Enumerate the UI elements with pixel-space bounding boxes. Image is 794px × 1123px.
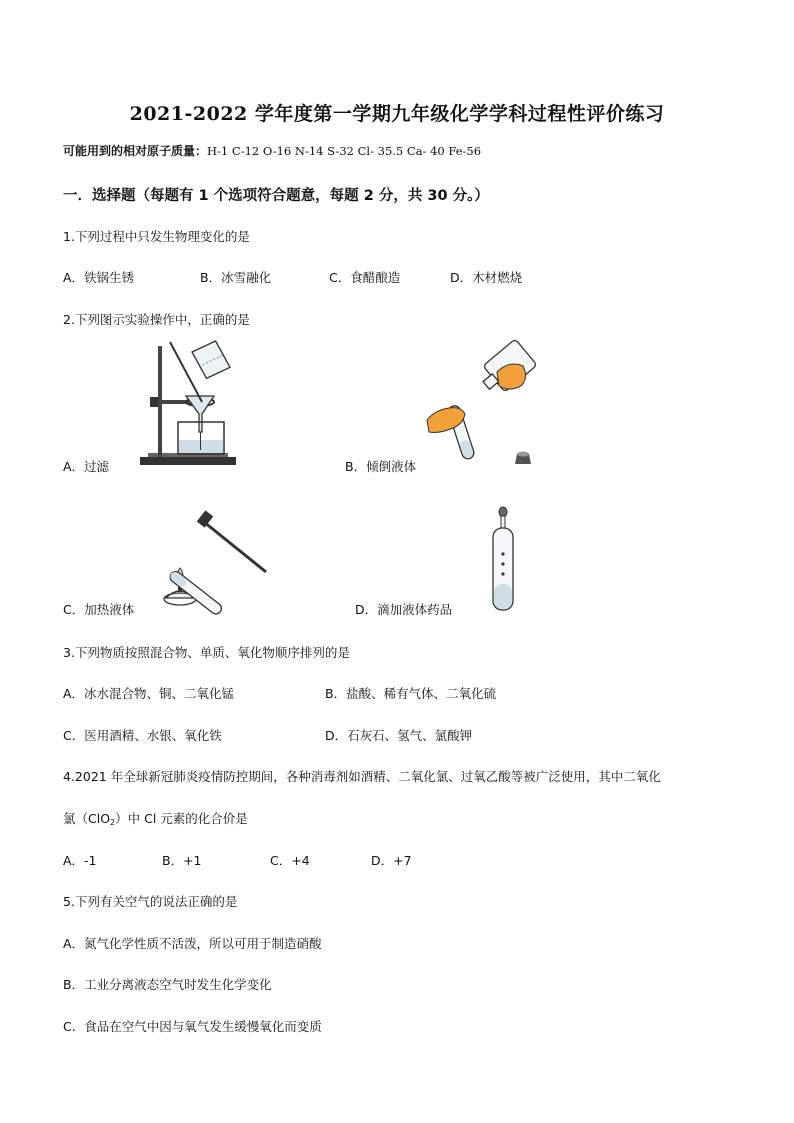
q3-option-c: C．医用酒精、水银、氧化铁 [63,728,222,743]
q1-option-b: B．冰雪融化 [200,270,272,285]
q3-option-a: A．冰水混合物、铜、二氧化锰 [63,686,235,701]
question-3-stem: 3.下列物质按照混合物、单质、氧化物顺序排列的是 [63,645,350,660]
q4-option-b: B．+1 [162,853,202,868]
atomic-mass-line [63,142,481,159]
question-2-stem: 2.下列图示实验操作中，正确的是 [63,312,250,327]
atomic-mass-values: H-1 C-12 O-16 N-14 S-32 Cl- 35.5 Ca- 40 Fe-56 [207,144,482,158]
q4-stem-post: ）中 Cl 元素的化合价是 [115,811,248,826]
question-4-stem-cont [63,809,248,827]
dropping-liquid-figure [488,506,518,612]
q3-option-d: D．石灰石、氢气、氯酸钾 [325,728,473,743]
question-1-stem: 1.下列过程中只发生物理变化的是 [63,229,250,244]
q4-stem-pre: 氯（ClO [63,811,111,826]
q4-option-d: D．+7 [371,853,412,868]
q3-option-b: B．盐酸、稀有气体、二氧化硫 [325,686,497,701]
question-5-stem: 5.下列有关空气的说法正确的是 [63,894,238,909]
q2-option-c: C．加热液体 [63,602,135,617]
q1-option-d: D．木材燃烧 [450,270,523,285]
q2-option-a: A．过滤 [63,459,110,474]
q1-option-c: C．食醋酿造 [329,270,401,285]
page-title: 2021-2022 学年度第一学期九年级化学学科过程性评价练习 [129,103,665,125]
q1-option-a: A．铁锅生锈 [63,270,135,285]
section-heading: 一．选择题（每题有 1 个选项符合题意，每题 2 分，共 30 分。） [63,188,489,204]
question-4-stem: 4.2021 年全球新冠肺炎疫情防控期间，各种消毒剂如酒精、二氧化氯、过氧乙酸等被广泛使用，其中二氧化 [63,769,661,784]
q4-stem-sub: 2 [110,818,116,827]
q5-option-c: C．食品在空气中因与氧气发生缓慢氧化而变质 [63,1019,322,1034]
q2-option-d: D．滴加液体药品 [355,602,453,617]
q4-option-c: C．+4 [270,853,310,868]
q5-option-b: B．工业分离液态空气时发生化学变化 [63,977,272,992]
atomic-mass-label: 可能用到的相对原子质量： [63,144,208,158]
q5-option-a: A．氮气化学性质不活泼，所以可用于制造硝酸 [63,936,322,951]
filtration-figure [138,340,248,470]
heating-liquid-figure [160,500,270,612]
q4-option-a: A．-1 [63,853,97,868]
q2-option-b: B．倾倒液体 [345,459,417,474]
pouring-liquid-figure [425,350,555,475]
